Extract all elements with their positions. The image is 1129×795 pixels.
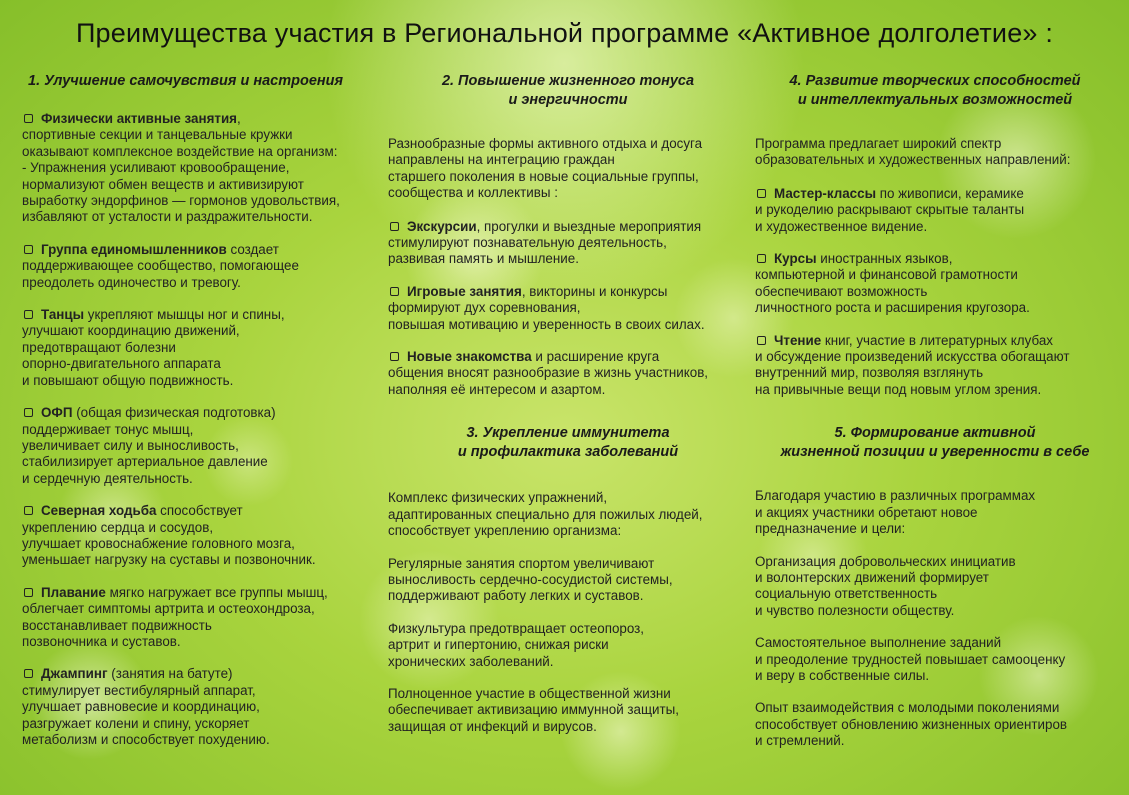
column-vitality bbox=[388, 72, 748, 735]
paragraph-line: сообщества и коллективы : bbox=[388, 185, 558, 201]
bullet-line: поддерживает тонус мышц, bbox=[22, 421, 194, 437]
bullet-keyword: Джампинг bbox=[41, 666, 108, 682]
checkbox-square-icon bbox=[24, 114, 33, 123]
bullet-first-line bbox=[22, 405, 382, 421]
heading-line: 2. Повышение жизненного тонуса bbox=[441, 73, 695, 89]
bullet-item bbox=[22, 503, 382, 569]
bullet-item bbox=[22, 307, 382, 389]
bullet-keyword: Курсы bbox=[774, 251, 817, 267]
paragraph bbox=[388, 556, 748, 605]
paragraph-line: обеспечивает активизацию иммунной защиты, bbox=[388, 702, 679, 718]
checkbox-square-icon bbox=[757, 189, 766, 198]
paragraph-line: Полноценное участие в общественной жизни bbox=[388, 685, 671, 701]
checkbox-square-icon bbox=[24, 669, 33, 678]
bullet-keyword: Экскурсии bbox=[407, 218, 477, 234]
bullet-keyword: Игровые занятия bbox=[407, 283, 522, 299]
bullet-text: укрепляют мышцы ног и спины, bbox=[84, 307, 285, 323]
column-creativity bbox=[755, 72, 1115, 750]
bullet-keyword: Группа единомышленников bbox=[41, 241, 227, 257]
bullet-first-line bbox=[22, 242, 382, 258]
paragraph-line: направлены на интеграцию граждан bbox=[388, 152, 615, 168]
bullet-line: оказывают комплексное воздействие на организм: bbox=[22, 143, 338, 159]
paragraph-line: и волонтерских движений формирует bbox=[755, 569, 989, 585]
bullet-text: , bbox=[237, 111, 241, 126]
checkbox-square-icon bbox=[24, 588, 33, 597]
bullet-first-line bbox=[755, 251, 1115, 267]
checkbox-square-icon bbox=[390, 287, 399, 296]
bullet-item bbox=[388, 284, 748, 333]
bullet-line: опорно-двигательного аппарата bbox=[22, 356, 221, 372]
paragraph bbox=[388, 686, 748, 735]
paragraph-line: и преодоление трудностей повышает самооценку bbox=[755, 651, 1066, 667]
col1-items bbox=[22, 111, 382, 748]
paragraph-line: социальную ответственность bbox=[755, 586, 938, 602]
bullet-item bbox=[388, 349, 748, 398]
paragraph-line: поддерживают работу легких и суставов. bbox=[388, 588, 644, 604]
bullet-keyword: ОФП bbox=[41, 405, 73, 421]
bullet-line: позвоночника и суставов. bbox=[22, 633, 181, 649]
bullet-item bbox=[22, 111, 382, 226]
bullet-item bbox=[22, 585, 382, 651]
paragraph-line: способствует укреплению организма: bbox=[388, 523, 622, 539]
paragraph-line: артрит и гипертонию, снижая риски bbox=[388, 637, 609, 653]
paragraph-line: и стремлений. bbox=[755, 733, 845, 749]
paragraph-line: выносливость сердечно-сосудистой системы, bbox=[388, 571, 673, 587]
bullet-line: формируют дух соревнования, bbox=[388, 300, 581, 316]
bullet-line: улучшают координацию движений, bbox=[22, 323, 240, 339]
bullet-keyword: Физически активные занятия bbox=[41, 111, 237, 126]
bullet-line: уменьшает нагрузку на суставы и позвоночник. bbox=[22, 552, 316, 568]
bullet-first-line bbox=[755, 186, 1115, 202]
bullet-line: восстанавливает подвижность bbox=[22, 617, 212, 633]
page-title: Преимущества участия в Региональной программе «Активное долголетие» : bbox=[75, 18, 1054, 48]
heading-line: и профилактика заболеваний bbox=[457, 444, 679, 461]
paragraph-line: адаптированных специально для пожилых людей, bbox=[388, 506, 703, 522]
bullet-text: (занятия на батуте) bbox=[107, 666, 233, 682]
bullet-line: разгружает колени и спину, ускоряет bbox=[22, 715, 250, 731]
bullet-line: метаболизм и способствует похудению. bbox=[22, 732, 270, 747]
bullet-line: и повышают общую подвижность. bbox=[22, 372, 234, 388]
bullet-line: преодолеть одиночество и тревогу. bbox=[22, 274, 241, 290]
bullet-keyword: Мастер-классы bbox=[774, 185, 877, 201]
bullet-first-line bbox=[22, 585, 382, 601]
bullet-line: улучшает кровоснабжение головного мозга, bbox=[22, 535, 295, 551]
bullet-first-line bbox=[22, 111, 382, 127]
bullet-first-line bbox=[388, 219, 748, 235]
bullet-keyword: Танцы bbox=[41, 307, 85, 323]
bullet-item bbox=[755, 251, 1115, 317]
paragraph-line: Разнообразные формы активного отдыха и досуга bbox=[388, 136, 703, 151]
paragraph bbox=[388, 621, 748, 670]
col2-intro bbox=[388, 136, 748, 202]
bullet-first-line bbox=[388, 349, 748, 365]
paragraph-line: и акциях участники обретают новое bbox=[755, 504, 978, 520]
paragraph bbox=[388, 136, 748, 202]
bullet-first-line bbox=[22, 503, 382, 519]
paragraph-line: Благодаря участию в различных программах bbox=[755, 488, 1036, 504]
bullet-line: стимулируют познавательную деятельность, bbox=[388, 235, 667, 251]
section-heading-5 bbox=[755, 424, 1115, 462]
section-3-body bbox=[388, 490, 748, 735]
bullet-text: мягко нагружает все группы мышц, bbox=[105, 584, 328, 600]
section-5-body bbox=[755, 488, 1115, 749]
bullet-item bbox=[755, 186, 1115, 235]
paragraph-line: Регулярные занятия спортом увеличивают bbox=[388, 555, 655, 571]
heading-line: 3. Укрепление иммунитета bbox=[466, 425, 670, 442]
bullet-line: личностного роста и расширения кругозора. bbox=[755, 300, 1030, 316]
checkbox-square-icon bbox=[24, 506, 33, 515]
paragraph-line: Комплекс физических упражнений, bbox=[388, 490, 608, 506]
bullet-line: улучшает равновесие и координацию, bbox=[22, 699, 260, 715]
paragraph-line: Физкультура предотвращает остеопороз, bbox=[388, 620, 644, 636]
bullet-text: иностранных языков, bbox=[816, 251, 953, 267]
bullet-line: компьютерной и финансовой грамотности bbox=[755, 267, 1018, 283]
paragraph-line: Программа предлагает широкий спектр bbox=[755, 136, 1002, 151]
paragraph-line: хронических заболеваний. bbox=[388, 653, 554, 669]
bullet-text: создает bbox=[226, 241, 279, 257]
checkbox-square-icon bbox=[757, 254, 766, 263]
paragraph-line: Организация добровольческих инициатив bbox=[755, 553, 1016, 569]
bullet-text: и расширение круга bbox=[531, 349, 660, 365]
bullet-text: (общая физическая подготовка) bbox=[72, 405, 276, 421]
bullet-line: предотвращают болезни bbox=[22, 339, 176, 355]
heading-line: и энергичности bbox=[508, 92, 628, 108]
bullet-item bbox=[755, 333, 1115, 399]
checkbox-square-icon bbox=[24, 310, 33, 319]
checkbox-square-icon bbox=[24, 408, 33, 417]
col3-intro bbox=[755, 136, 1115, 169]
paragraph bbox=[755, 700, 1115, 749]
section-heading-4 bbox=[755, 72, 1115, 110]
bullet-line: нормализуют обмен веществ и активизируют bbox=[22, 176, 304, 192]
heading-line: и интеллектуальных возможностей bbox=[797, 92, 1073, 108]
bullet-first-line bbox=[388, 284, 748, 300]
paragraph-line: старшего поколения в новые социальные группы, bbox=[388, 168, 699, 184]
paragraph bbox=[388, 490, 748, 539]
paragraph-line: предназначение и цели: bbox=[755, 521, 906, 537]
bullet-line: стимулирует вестибулярный аппарат, bbox=[22, 682, 256, 698]
checkbox-square-icon bbox=[24, 245, 33, 254]
bullet-line: облегчает симптомы артрита и остеохондроза, bbox=[22, 601, 315, 617]
bullet-first-line bbox=[22, 666, 382, 682]
bullet-line: обеспечивают возможность bbox=[755, 283, 928, 299]
bullet-line: и обсуждение произведений искусства обогащают bbox=[755, 349, 1070, 365]
paragraph-line: способствует обновлению жизненных ориентиров bbox=[755, 716, 1068, 732]
bullet-text: способствует bbox=[156, 503, 243, 519]
bullet-keyword: Плавание bbox=[41, 584, 106, 600]
heading-line: жизненной позиции и уверенности в себе bbox=[780, 444, 1090, 461]
bullet-line: и рукоделию раскрывают скрытые таланты bbox=[755, 202, 1025, 218]
section-heading-3 bbox=[388, 424, 748, 462]
bullet-text: , викторины и конкурсы bbox=[521, 283, 668, 299]
heading-line: 4. Развитие творческих способностей bbox=[789, 73, 1081, 89]
section-heading-1: 1. Улучшение самочувствия и настроения bbox=[28, 73, 344, 89]
paragraph bbox=[755, 488, 1115, 537]
col3-items bbox=[755, 186, 1115, 398]
paragraph-line: Опыт взаимодействия с молодыми поколениями bbox=[755, 700, 1060, 716]
bullet-line: спортивные секции и танцевальные кружки bbox=[22, 127, 293, 143]
bullet-line: поддерживающее сообщество, помогающее bbox=[22, 258, 299, 274]
bullet-item bbox=[22, 242, 382, 291]
paragraph-line: образовательных и художественных направлений: bbox=[755, 152, 1071, 168]
bullet-item bbox=[22, 666, 382, 748]
bullet-text: , прогулки и выездные мероприятия bbox=[476, 218, 702, 234]
paragraph-line: Самостоятельное выполнение заданий bbox=[755, 635, 1002, 651]
bullet-keyword: Чтение bbox=[774, 332, 822, 348]
bullet-item bbox=[22, 405, 382, 487]
paragraph-line: защищая от инфекций и вирусов. bbox=[388, 718, 597, 734]
column-wellbeing bbox=[22, 72, 382, 748]
bullet-first-line bbox=[755, 333, 1115, 349]
paragraph bbox=[755, 635, 1115, 684]
bullet-line: и сердечную деятельность. bbox=[22, 470, 193, 486]
bullet-line: повышая мотивацию и уверенность в своих силах. bbox=[388, 316, 705, 332]
bullet-line: укреплению сердца и сосудов, bbox=[22, 519, 214, 535]
bullet-keyword: Северная ходьба bbox=[41, 503, 157, 519]
bullet-line: и художественное видение. bbox=[755, 218, 928, 234]
checkbox-square-icon bbox=[390, 352, 399, 361]
bullet-first-line bbox=[22, 307, 382, 323]
bullet-text: по живописи, керамике bbox=[876, 185, 1024, 201]
heading-line: 5. Формирование активной bbox=[834, 425, 1036, 442]
paragraph bbox=[755, 554, 1115, 620]
paragraph-line: и веру в собственные силы. bbox=[755, 667, 930, 683]
bullet-line: - Упражнения усиливают кровообращение, bbox=[22, 160, 290, 176]
bullet-line: стабилизирует артериальное давление bbox=[22, 454, 268, 470]
bullet-line: избавляют от усталости и раздражительности. bbox=[22, 209, 313, 225]
col2-items bbox=[388, 219, 748, 399]
bullet-line: общения вносят разнообразие в жизнь участников, bbox=[388, 365, 709, 381]
bullet-text: книг, участие в литературных клубах bbox=[821, 332, 1053, 348]
bullet-keyword: Новые знакомства bbox=[407, 349, 532, 365]
bullet-item bbox=[388, 219, 748, 268]
section-heading-2 bbox=[388, 72, 748, 110]
checkbox-square-icon bbox=[390, 222, 399, 231]
bullet-line: увеличивает силу и выносливость, bbox=[22, 437, 239, 453]
bullet-line: наполняя её интересом и азартом. bbox=[388, 381, 606, 397]
paragraph-line: и чувство полезности обществу. bbox=[755, 602, 955, 618]
checkbox-square-icon bbox=[757, 336, 766, 345]
paragraph bbox=[755, 136, 1115, 169]
bullet-line: внутренний мир, позволяя взглянуть bbox=[755, 365, 984, 381]
bullet-line: выработку эндорфинов — гормонов удовольствия, bbox=[22, 193, 340, 209]
bullet-line: развивая память и мышление. bbox=[388, 251, 579, 267]
bullet-line: на привычные вещи под новым углом зрения. bbox=[755, 381, 1042, 397]
